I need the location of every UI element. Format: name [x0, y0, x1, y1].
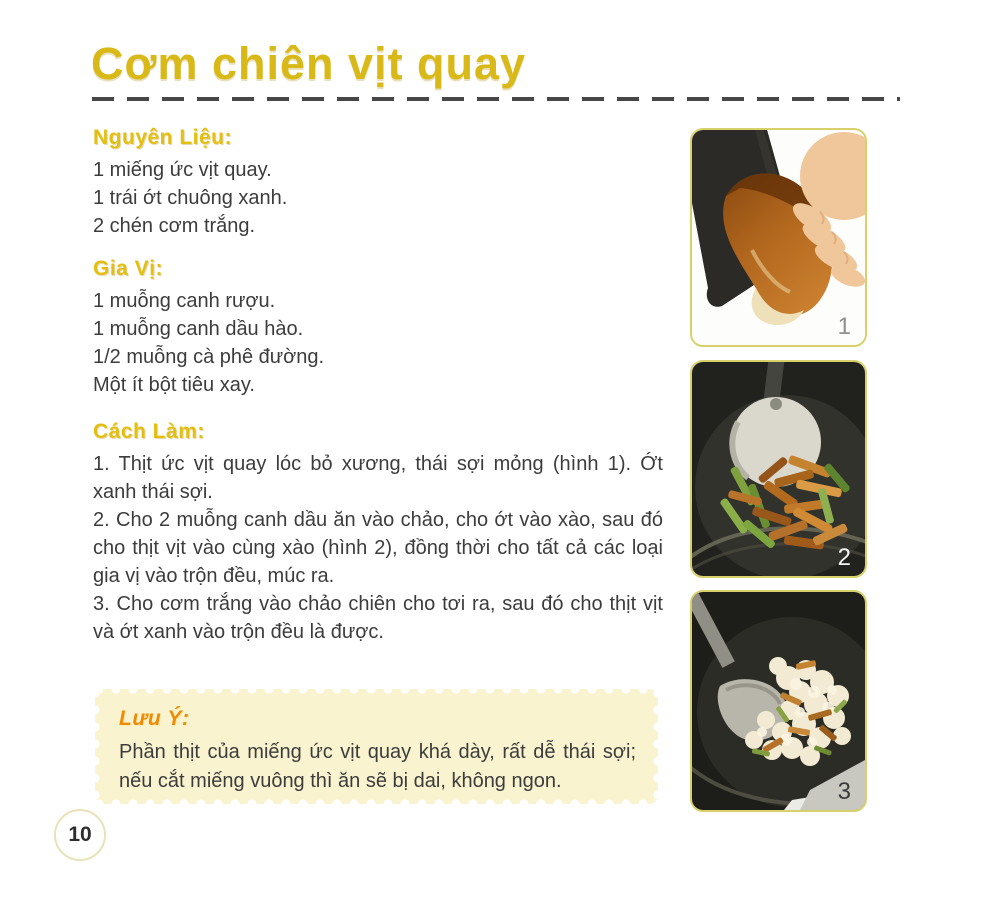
- spices-heading: Gia Vị:: [93, 257, 164, 280]
- ingredients-heading: Nguyên Liệu:: [93, 126, 233, 149]
- method-step: 2. Cho 2 muỗng canh dầu ăn vào chảo, cho ớt vào xào, sau đó cho thịt vịt vào cùng xào (hình 2), đồng thời cho tất cả các loại gia vị vào trộn đều, múc ra.: [93, 509, 663, 587]
- method-step: 3. Cho cơm trắng vào chảo chiên cho tơi ra, sau đó cho thịt vịt và ớt xanh vào trộn đều là được.: [93, 593, 663, 643]
- note-box: [95, 689, 658, 804]
- figure-number: 1: [837, 313, 851, 340]
- note-heading: Lưu Ý:: [119, 707, 190, 730]
- method-step: 1. Thịt ức vịt quay lóc bỏ xương, thái sợi mỏng (hình 1). Ớt xanh thái sợi.: [93, 453, 663, 503]
- spice-item: 1/2 muỗng cà phê đường.: [93, 346, 325, 368]
- figure-number: 3: [837, 778, 851, 805]
- scalloped-edge: [91, 799, 662, 809]
- step-photo-1: [690, 128, 867, 347]
- step-photo-3: [690, 590, 867, 812]
- page-number-badge: [54, 809, 106, 861]
- page-number: 10: [68, 823, 92, 846]
- recipe-text-column: [93, 126, 663, 646]
- figure-number: 2: [837, 544, 851, 571]
- method-heading: Cách Làm:: [93, 420, 205, 443]
- ingredient-item: 2 chén cơm trắng.: [93, 215, 256, 237]
- note-text: Phần thịt của miếng ức vịt quay khá dày, rất dễ thái sợi; nếu cắt miếng vuông thì ăn sẽ bị dai, không ngon.: [119, 741, 636, 792]
- spice-item: 1 muỗng canh dầu hào.: [93, 318, 304, 340]
- spice-item: Một ít bột tiêu xay.: [93, 374, 255, 396]
- spice-item: 1 muỗng canh rượu.: [93, 290, 276, 312]
- ingredient-item: 1 miếng ức vịt quay.: [93, 159, 272, 181]
- ingredient-item: 1 trái ớt chuông xanh.: [93, 187, 288, 209]
- title-dashed-underline: [92, 97, 900, 101]
- step-photo-2: [690, 360, 867, 578]
- page-title: Cơm chiên vịt quay: [91, 38, 527, 89]
